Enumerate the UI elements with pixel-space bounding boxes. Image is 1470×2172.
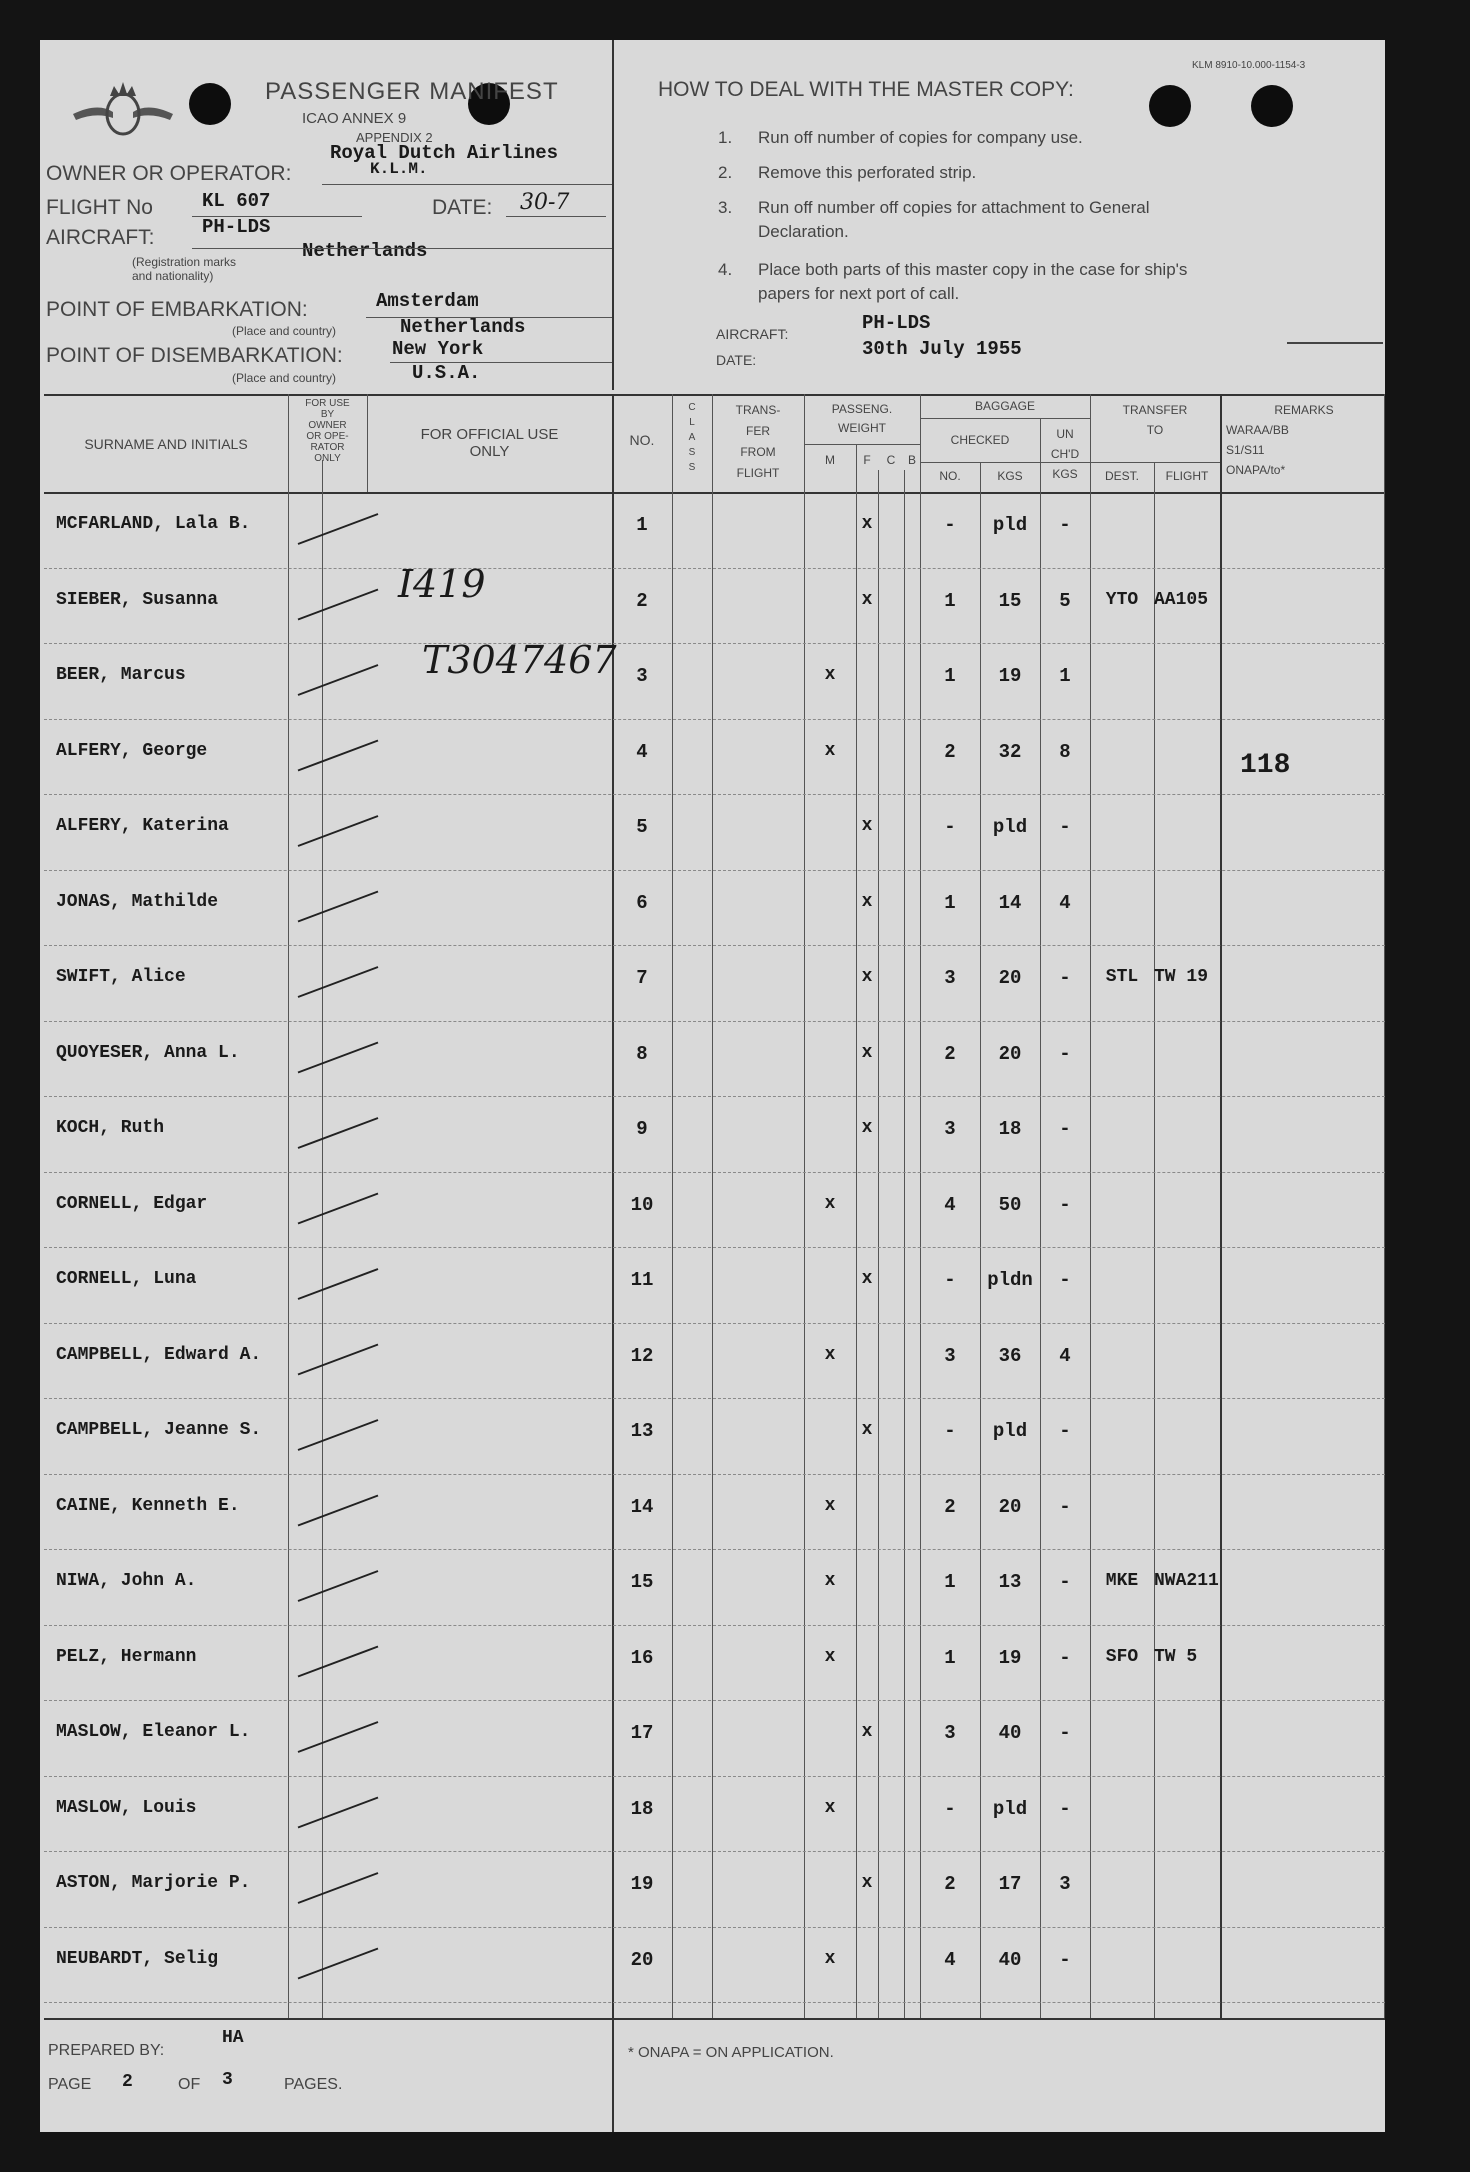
passenger-name: CORNELL, Luna (56, 1269, 197, 1289)
weight-m-mark: x (824, 665, 836, 685)
signature-tick (298, 1571, 378, 1601)
owner-label: OWNER OR OPERATOR: (46, 162, 292, 185)
column-header-f: F (863, 453, 871, 467)
page-number: 2 (122, 2072, 133, 2092)
weight-m-mark: x (824, 1646, 836, 1667)
signature-tick (298, 967, 378, 997)
signature-tick-marks (40, 40, 1385, 2132)
signature-tick (298, 892, 378, 922)
passenger-number: 20 (630, 1948, 654, 1971)
passenger-name: MCFARLAND, Lala B. (56, 514, 251, 534)
weight-f-mark: x (861, 1722, 873, 1742)
column-header-surname: SURNAME AND INITIALS (84, 436, 248, 452)
unchecked-kgs: 1 (1059, 665, 1071, 687)
weight-m-mark: x (824, 1571, 836, 1591)
unchecked-kgs: 4 (1059, 891, 1071, 914)
passenger-name: KOCH, Ruth (56, 1118, 165, 1138)
passenger-number: 9 (636, 1118, 648, 1140)
unchecked-kgs: - (1059, 1269, 1071, 1291)
annex-label: ICAO ANNEX 9 (302, 110, 407, 127)
baggage-count: 3 (944, 967, 956, 989)
baggage-count: 1 (944, 665, 956, 687)
baggage-count: - (944, 1420, 956, 1442)
passenger-number: 6 (636, 891, 648, 914)
column-header-checked: CHECKED (950, 433, 1010, 447)
prepared-by-value: HA (222, 2028, 244, 2048)
unchecked-kgs: - (1059, 1042, 1071, 1065)
weight-m-mark: x (824, 1193, 836, 1214)
weight-m-mark: x (824, 1948, 836, 1969)
column-header-official: FOR OFFICIAL USE ONLY (420, 426, 559, 460)
baggage-kgs: 32 (998, 740, 1022, 763)
instruction-text-2: Remove this perforated strip. (758, 163, 977, 182)
baggage-kgs: pldn (987, 1269, 1033, 1291)
passenger-number: 5 (636, 816, 648, 838)
handwritten-remarks-note: 118 (1240, 750, 1291, 781)
baggage-kgs: 13 (998, 1571, 1022, 1593)
passenger-name: ASTON, Marjorie P. (56, 1873, 251, 1893)
baggage-count: - (944, 1797, 956, 1820)
baggage-count: - (944, 1269, 956, 1291)
instruction-num-4: 4. (718, 260, 733, 279)
baggage-count: 1 (944, 891, 956, 914)
signature-tick (298, 1420, 378, 1450)
baggage-count: 1 (944, 1571, 956, 1593)
column-header-transfer-from: TRANS- FER FROM FLIGHT (735, 403, 781, 480)
baggage-kgs: pld (992, 514, 1028, 536)
weight-m-mark: x (824, 740, 836, 761)
baggage-count: 2 (944, 740, 956, 763)
unchecked-kgs: - (1059, 967, 1071, 989)
signature-tick (298, 590, 378, 620)
passenger-name: CAMPBELL, Edward A. (56, 1344, 262, 1365)
column-header-c: C (886, 453, 896, 467)
instruction-aircraft-value: PH-LDS (862, 312, 931, 334)
flight-value: KL 607 (202, 190, 271, 212)
weight-m-mark: x (824, 1797, 836, 1818)
baggage-count: 4 (944, 1948, 956, 1971)
passenger-name: ALFERY, George (56, 740, 208, 761)
passenger-number: 1 (636, 514, 648, 536)
date-label: DATE: (432, 196, 493, 219)
instruction-date-label: DATE: (716, 352, 757, 368)
weight-f-mark: x (861, 891, 873, 912)
passenger-number: 14 (630, 1495, 654, 1518)
page-total: 3 (222, 2070, 233, 2090)
unchecked-kgs: - (1059, 1193, 1071, 1216)
baggage-count: 2 (944, 1495, 956, 1518)
unchecked-kgs: - (1059, 816, 1071, 838)
instruction-text-4: Place both parts of this master copy in the case for ship's (758, 260, 1188, 279)
baggage-kgs: 40 (998, 1722, 1022, 1744)
page-label: PAGE (48, 2076, 92, 2093)
registration-note-2: and nationality) (132, 269, 214, 283)
passenger-number: 17 (630, 1722, 654, 1744)
passenger-number: 2 (636, 589, 648, 612)
manifest-document (40, 40, 1385, 2132)
transfer-flight: TW 5 (1154, 1646, 1198, 1667)
instruction-text-3b: Declaration. (758, 222, 849, 241)
passenger-name: SIEBER, Susanna (56, 589, 219, 610)
passenger-number: 10 (630, 1193, 654, 1216)
transfer-destination: MKE (1105, 1571, 1139, 1591)
unchecked-kgs: - (1059, 1722, 1071, 1744)
page-title: PASSENGER MANIFEST (265, 78, 559, 105)
signature-tick (298, 1043, 378, 1073)
passenger-number: 15 (630, 1571, 654, 1593)
signature-tick (298, 816, 378, 846)
passenger-name: QUOYESER, Anna L. (56, 1042, 240, 1063)
place-note: (Place and country) (232, 324, 337, 338)
baggage-kgs: 19 (998, 1646, 1022, 1669)
embarkation-label: POINT OF EMBARKATION: (46, 298, 308, 321)
passenger-name: MASLOW, Louis (56, 1797, 197, 1818)
unchecked-kgs: - (1059, 1646, 1071, 1669)
disembarkation-country: U.S.A. (412, 362, 481, 384)
baggage-count: 2 (944, 1042, 956, 1065)
passenger-number: 16 (630, 1646, 654, 1669)
column-header-bag-no: NO. (939, 469, 961, 483)
column-header-flight: FLIGHT (1165, 469, 1209, 483)
unchecked-kgs: - (1059, 1495, 1071, 1518)
passenger-number: 3 (636, 665, 648, 687)
weight-f-mark: x (861, 1118, 873, 1138)
passenger-number: 12 (630, 1344, 654, 1367)
column-header-m: M (825, 453, 835, 467)
baggage-count: 3 (944, 1722, 956, 1744)
date-value: 30-7 (520, 190, 570, 215)
passenger-number: 13 (630, 1420, 654, 1442)
signature-tick (298, 741, 378, 771)
weight-f-mark: x (861, 1873, 873, 1893)
passenger-name: CAMPBELL, Jeanne S. (56, 1420, 262, 1440)
column-header-no: NO. (629, 432, 655, 448)
column-header-baggage: BAGGAGE (974, 399, 1036, 413)
column-header-dest: DEST. (1104, 469, 1139, 483)
transfer-flight: AA105 (1154, 589, 1209, 610)
pages-label: PAGES. (284, 2076, 343, 2093)
unchecked-kgs: 8 (1059, 740, 1071, 763)
column-header-b: B (907, 453, 916, 467)
signature-tick (298, 1798, 378, 1828)
passenger-number: 11 (630, 1269, 654, 1291)
baggage-count: 3 (944, 1118, 956, 1140)
passenger-name: NIWA, John A. (56, 1571, 197, 1591)
signature-tick (298, 665, 378, 695)
baggage-kgs: 14 (998, 891, 1022, 914)
unchecked-kgs: - (1059, 1420, 1071, 1442)
unchecked-kgs: - (1059, 1571, 1071, 1593)
form-ref-number: KLM 8910-10.000-1154-3 (1192, 60, 1306, 71)
embarkation-city: Amsterdam (376, 290, 479, 312)
transfer-flight: TW 19 (1154, 967, 1209, 987)
instruction-num-2: 2. (718, 163, 733, 182)
unchecked-kgs: - (1059, 514, 1071, 536)
transfer-destination: STL (1105, 967, 1139, 987)
signature-tick (298, 514, 378, 544)
passenger-name: SWIFT, Alice (56, 967, 186, 987)
column-header-passenger-weight: PASSENG. WEIGHT (831, 402, 893, 435)
weight-f-mark: x (861, 816, 873, 836)
signature-tick (298, 1269, 378, 1299)
registration-note: (Registration marks (132, 255, 237, 269)
signature-tick (298, 1194, 378, 1224)
column-header-transfer-to: TRANSFER TO (1122, 403, 1188, 437)
passenger-name: CORNELL, Edgar (56, 1193, 208, 1214)
baggage-count: 1 (944, 589, 956, 612)
handwritten-official-1: I419 (398, 562, 486, 606)
signature-tick (298, 1949, 378, 1979)
baggage-kgs: 40 (998, 1948, 1022, 1971)
baggage-kgs: 17 (998, 1873, 1022, 1895)
instruction-text-4b: papers for next port of call. (758, 284, 960, 303)
baggage-count: 4 (944, 1193, 956, 1216)
instruction-num-1: 1. (718, 128, 733, 147)
signature-tick (298, 1345, 378, 1375)
instruction-date-value: 30th July 1955 (862, 338, 1022, 360)
disembarkation-city: New York (392, 338, 484, 360)
signature-tick (298, 1873, 378, 1903)
aircraft-label: AIRCRAFT: (46, 226, 155, 249)
instruction-aircraft-label: AIRCRAFT: (716, 326, 789, 342)
signature-tick (298, 1118, 378, 1148)
unchecked-kgs: 5 (1059, 589, 1071, 612)
prepared-by-label: PREPARED BY: (48, 2042, 165, 2059)
appendix-label: APPENDIX 2 (356, 130, 433, 145)
column-header-owner-use: FOR USE BY OWNER OR OPE- RATOR ONLY (305, 398, 350, 464)
baggage-kgs: 20 (998, 1495, 1022, 1518)
signature-tick (298, 1722, 378, 1752)
unchecked-kgs: 4 (1059, 1344, 1071, 1367)
aircraft-nationality: Netherlands (302, 240, 428, 262)
weight-m-mark: x (824, 1344, 836, 1365)
passenger-name: PELZ, Hermann (56, 1646, 197, 1667)
instruction-num-3: 3. (718, 198, 733, 217)
transfer-destination: SFO (1105, 1646, 1139, 1667)
baggage-count: 3 (944, 1344, 956, 1367)
signature-tick (298, 1647, 378, 1677)
weight-f-mark: x (861, 514, 873, 534)
instruction-text-3: Run off number off copies for attachment to General (758, 198, 1150, 217)
passenger-name: ALFERY, Katerina (56, 816, 229, 836)
owner-value: Royal Dutch Airlines (330, 142, 559, 164)
owner-value-abbrev: K.L.M. (370, 160, 428, 178)
column-header-remarks: REMARKS WARAA/BB S1/S11 ONAPA/to* (1226, 403, 1334, 477)
weight-f-mark: x (861, 1042, 873, 1063)
transfer-destination: YTO (1105, 589, 1139, 610)
column-header-class: C L A S S (688, 402, 696, 473)
instruction-text-1: Run off number of copies for company use. (758, 128, 1083, 147)
baggage-kgs: 36 (998, 1344, 1022, 1367)
baggage-count: - (944, 816, 956, 838)
handwritten-official-2: T3047467 (422, 638, 617, 682)
passenger-name: NEUBARDT, Selig (56, 1948, 219, 1969)
passenger-name: BEER, Marcus (56, 665, 186, 685)
passenger-name: JONAS, Mathilde (56, 891, 219, 912)
baggage-count: 1 (944, 1646, 956, 1669)
instructions-heading: HOW TO DEAL WITH THE MASTER COPY: (658, 78, 1074, 101)
column-header-unchecked: UN CH'D KGS (1050, 427, 1080, 481)
column-header-kgs: KGS (997, 469, 1023, 483)
weight-f-mark: x (861, 967, 873, 987)
disembarkation-label: POINT OF DISEMBARKATION: (46, 344, 343, 367)
baggage-kgs: pld (992, 1420, 1028, 1442)
passenger-number: 18 (630, 1797, 654, 1820)
transfer-flight: NWA211 (1154, 1571, 1219, 1591)
baggage-kgs: 18 (998, 1118, 1022, 1140)
weight-m-mark: x (824, 1495, 836, 1516)
place-note-2: (Place and country) (232, 371, 337, 385)
baggage-count: - (944, 514, 956, 536)
baggage-kgs: 15 (998, 589, 1022, 612)
baggage-kgs: pld (992, 1797, 1028, 1820)
weight-f-mark: x (861, 1420, 873, 1440)
of-label: OF (178, 2076, 201, 2093)
baggage-kgs: pld (992, 816, 1028, 838)
unchecked-kgs: - (1059, 1797, 1071, 1820)
signature-tick (298, 1496, 378, 1526)
baggage-kgs: 20 (998, 967, 1022, 989)
passenger-number: 4 (636, 740, 648, 763)
baggage-kgs: 19 (998, 665, 1022, 687)
passenger-number: 19 (630, 1873, 654, 1895)
embarkation-country: Netherlands (400, 316, 526, 338)
passenger-number: 8 (636, 1042, 648, 1065)
unchecked-kgs: - (1059, 1948, 1071, 1971)
weight-f-mark: x (861, 1269, 873, 1289)
baggage-count: 2 (944, 1873, 956, 1895)
baggage-kgs: 20 (998, 1042, 1022, 1065)
passenger-number: 7 (636, 967, 648, 989)
weight-f-mark: x (861, 589, 873, 610)
flight-label: FLIGHT No (46, 196, 153, 219)
unchecked-kgs: - (1059, 1118, 1071, 1140)
passenger-name: MASLOW, Eleanor L. (56, 1722, 251, 1742)
baggage-kgs: 50 (998, 1193, 1022, 1216)
passenger-name: CAINE, Kenneth E. (56, 1495, 240, 1516)
aircraft-value: PH-LDS (202, 216, 271, 238)
unchecked-kgs: 3 (1059, 1873, 1071, 1895)
onapa-note: * ONAPA = ON APPLICATION. (628, 2044, 834, 2061)
